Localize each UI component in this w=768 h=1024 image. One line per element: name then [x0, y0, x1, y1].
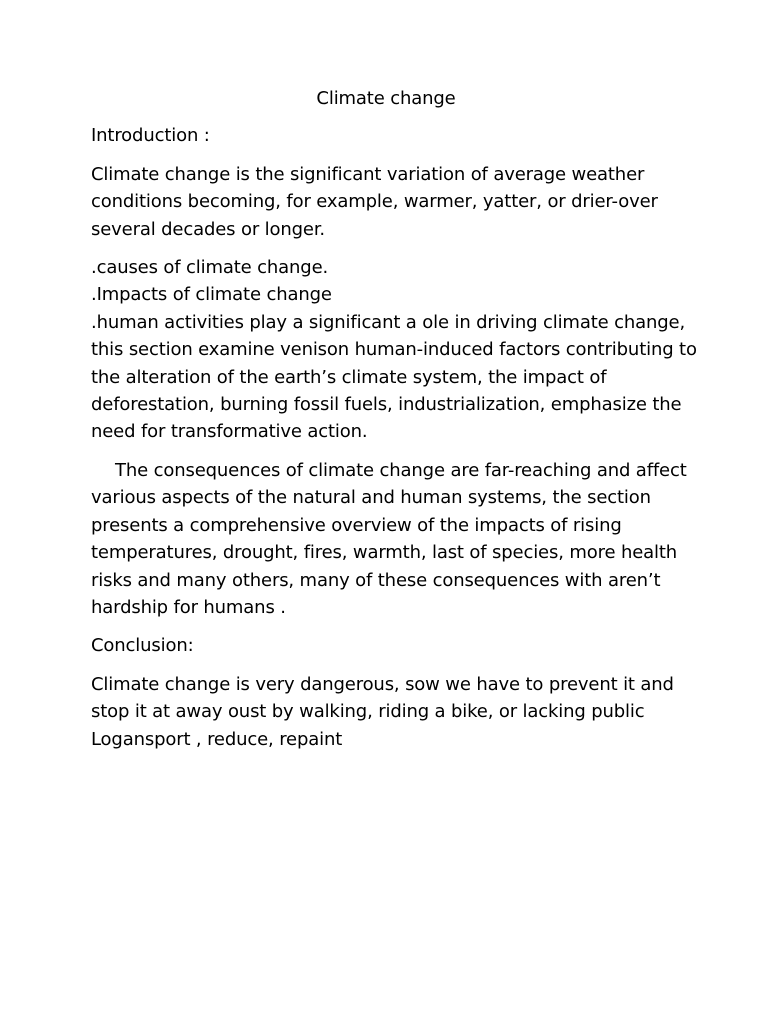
- topic-line: the alteration of the earth’s climate system, the impact of: [91, 366, 607, 388]
- topic-line: .Impacts of climate change: [91, 284, 332, 306]
- intro-line: Climate change is the significant variation of average weather: [91, 163, 645, 185]
- topic-line: need for transformative action.: [91, 421, 368, 443]
- conclusion-line: stop it at away oust by walking, riding a bike, or lacking public: [91, 701, 645, 723]
- consequences-line: presents a comprehensive overview of the impacts of rising: [91, 514, 622, 536]
- conclusion-paragraph: [91, 671, 681, 753]
- conclusion-line: Logansport , reduce, repaint: [91, 728, 343, 750]
- consequences-line: risks and many others, many of these consequences with aren’t: [91, 569, 661, 591]
- consequences-line: temperatures, drought, fires, warmth, last of species, more health: [91, 542, 678, 564]
- intro-line: several decades or longer.: [91, 218, 325, 240]
- intro-paragraph: [91, 161, 681, 243]
- conclusion-heading: Conclusion:: [91, 635, 194, 657]
- introduction-heading: Introduction :: [91, 125, 210, 147]
- consequences-line: hardship for humans .: [91, 596, 286, 618]
- topic-line: .human activities play a significant a ole in driving climate change,: [91, 311, 686, 333]
- topic-line: .causes of climate change.: [91, 257, 329, 279]
- consequences-line: various aspects of the natural and human systems, the section: [91, 487, 651, 509]
- document-title: Climate change: [316, 88, 456, 109]
- topic-line: deforestation, burning fossil fuels, industrialization, emphasize the: [91, 394, 682, 416]
- document-page: [91, 85, 697, 764]
- consequences-paragraph: [91, 457, 687, 621]
- consequences-line: The consequences of climate change are far-reaching and affect: [115, 459, 687, 481]
- topic-line: this section examine venison human-induced factors contributing to: [91, 339, 697, 361]
- conclusion-line: Climate change is very dangerous, sow we have to prevent it and: [91, 673, 674, 695]
- intro-line: conditions becoming, for example, warmer, yatter, or drier-over: [91, 191, 658, 213]
- topics-paragraph: [91, 254, 697, 446]
